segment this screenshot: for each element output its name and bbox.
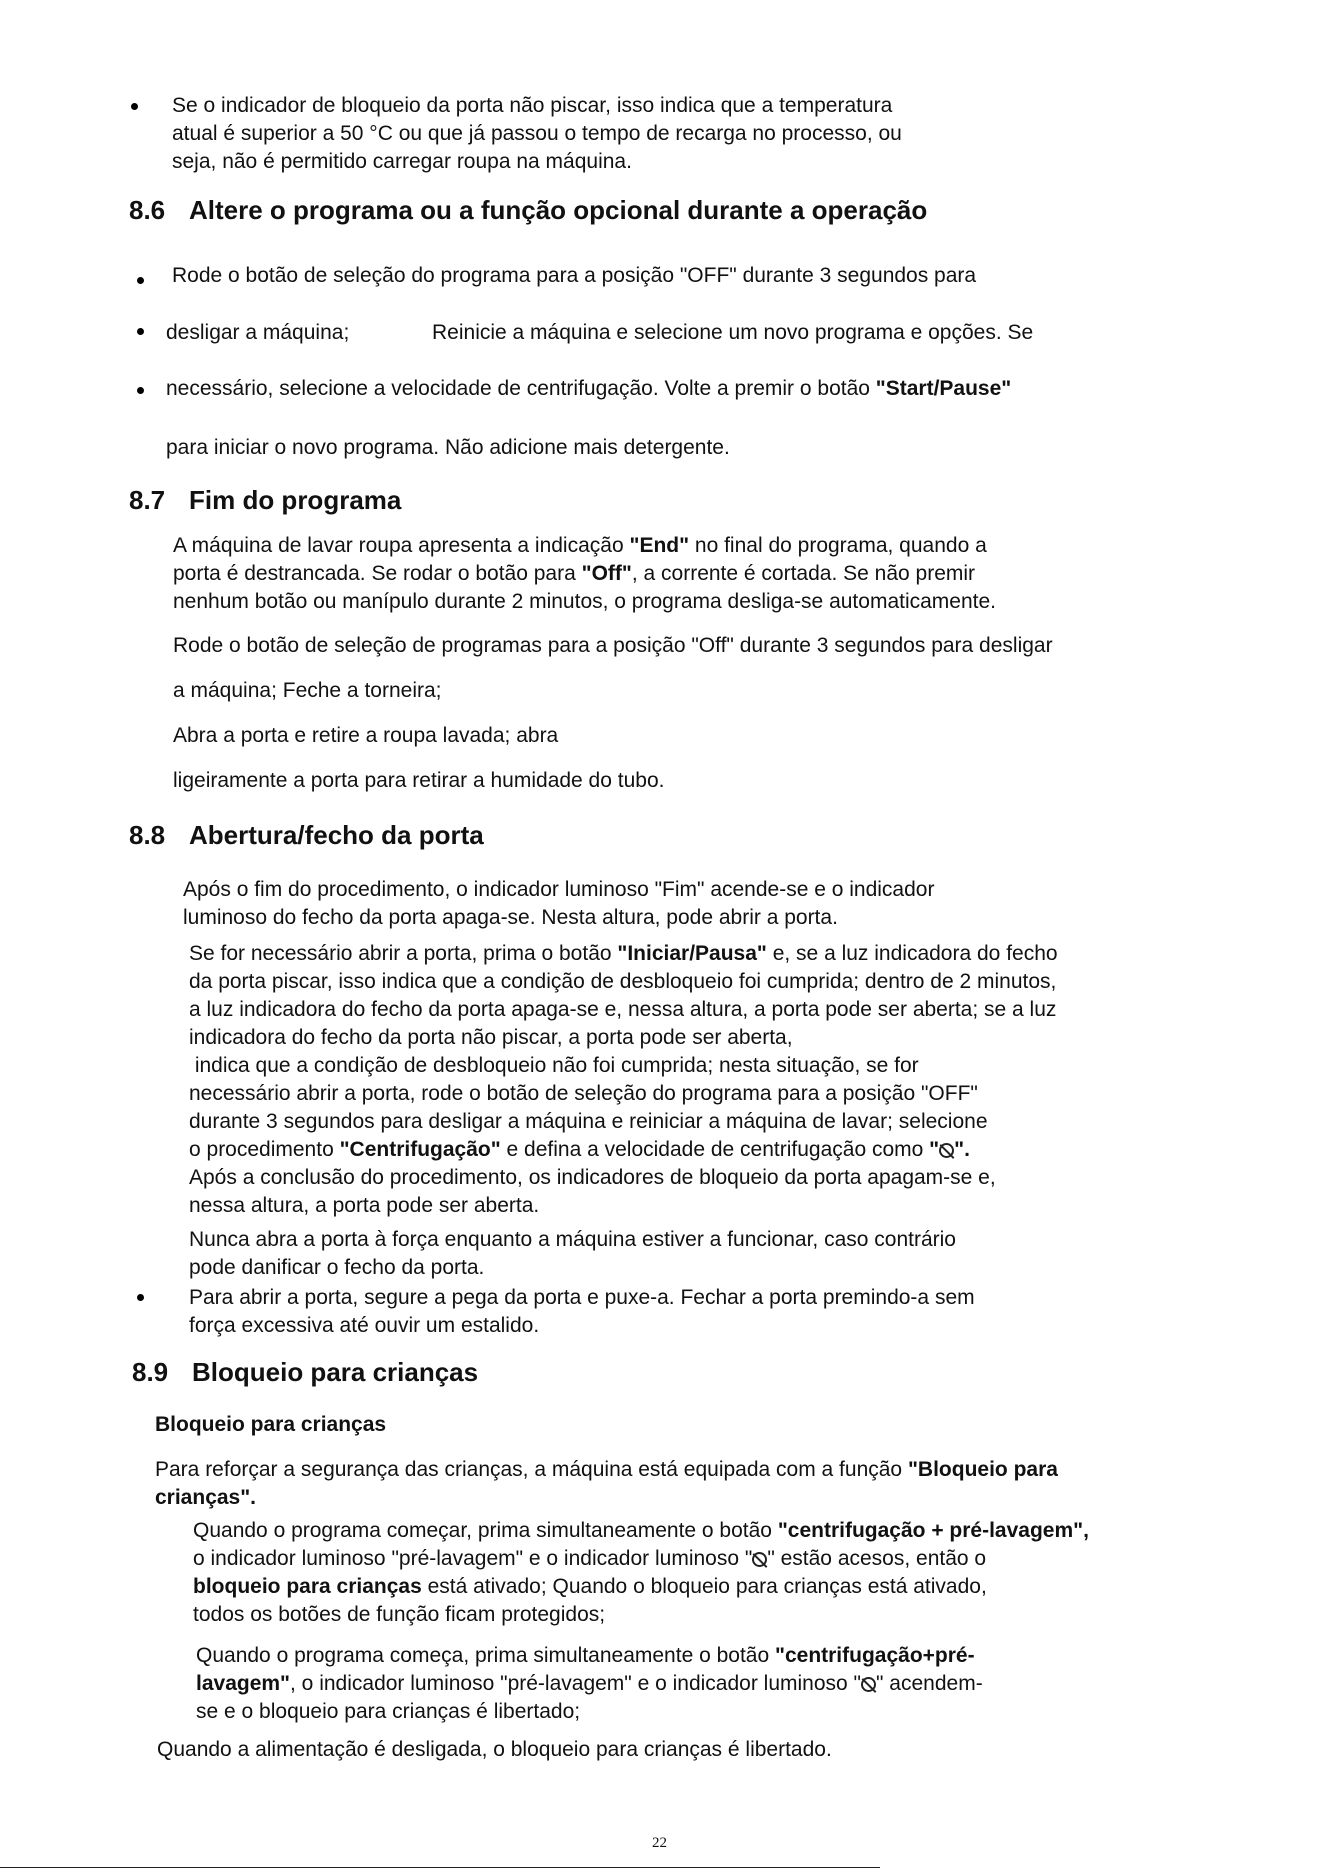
section-number: 8.6 [129, 195, 166, 225]
page-number: 22 [652, 1835, 667, 1851]
button-combo-label: "centrifugação + pré-lavagem", [777, 1519, 1089, 1542]
text-line [173, 532, 996, 560]
subheading-child-lock: Bloqueio para crianças [155, 1413, 387, 1436]
text-line [196, 1670, 983, 1698]
text-line: Abra a porta e retire a roupa lavada; abra [173, 724, 559, 747]
text-line: Nunca abra a porta à força enquanto a máquina estiver a funcionar, caso contrário [189, 1228, 956, 1251]
quote-mark: ". [954, 1138, 970, 1161]
text-line: se e o bloqueio para crianças é libertado; [196, 1700, 581, 1723]
text-line: força excessiva até ouvir um estalido. [189, 1314, 540, 1337]
paragraph-child-lock-release [196, 1642, 983, 1726]
off-label: "Off" [581, 562, 632, 585]
text-span: o procedimento [189, 1138, 340, 1161]
text-span: " acendem- [876, 1672, 983, 1695]
text-span: necessário, selecione a velocidade de centrifugação. Volte a premir o botão [166, 377, 876, 400]
text-line [173, 560, 996, 588]
paragraph-open-close-door [189, 1284, 975, 1340]
text-line [193, 1545, 1089, 1573]
text-line [189, 1136, 1058, 1164]
text-line [193, 1517, 1089, 1545]
paragraph-end-program [173, 532, 996, 616]
section-title: Fim do programa [189, 485, 402, 515]
bullet [137, 328, 144, 335]
text-span: " estão acesos, então o [767, 1547, 987, 1570]
text-line [155, 1456, 1058, 1484]
text-span: está ativado; Quando o bloqueio para crianças está ativado, [421, 1575, 987, 1598]
text-line: a máquina; Feche a torneira; [173, 679, 442, 702]
no-spin-icon [752, 1552, 767, 1567]
text-line: Rode o botão de seleção de programas para a posição "Off" durante 3 segundos para desligar [173, 634, 1053, 657]
paragraph-never-force-door [189, 1226, 956, 1282]
child-lock-label: bloqueio para crianças [193, 1575, 422, 1598]
section-heading-8-8 [129, 819, 484, 851]
text-span: o indicador luminoso "pré-lavagem" e o indicador luminoso " [193, 1547, 753, 1570]
text-line: para iniciar o novo programa. Não adicione mais detergente. [166, 436, 730, 459]
text-line: Quando a alimentação é desligada, o bloqueio para crianças é libertado. [157, 1738, 832, 1761]
section-number: 8.8 [129, 820, 166, 850]
paragraph-child-lock-activate [193, 1517, 1089, 1629]
text-span: Para reforçar a segurança das crianças, a máquina está equipada com a função [155, 1458, 908, 1481]
start-pause-label: "Start/Pause" [875, 377, 1012, 400]
text-line: Rode o botão de seleção do programa para a posição "OFF" durante 3 segundos para [172, 264, 977, 287]
text-line: Reinicie a máquina e selecione um novo programa e opções. Se [432, 321, 1034, 344]
bullet [131, 103, 138, 110]
text-line: durante 3 segundos para desligar a máquina e reiniciar a máquina de lavar; selecione [189, 1110, 988, 1133]
text-line: seja, não é permitido carregar roupa na máquina. [172, 150, 632, 173]
text-line [189, 940, 1058, 968]
section-heading-8-9 [132, 1356, 478, 1388]
text-line: Para abrir a porta, segure a pega da porta e puxe-a. Fechar a porta premindo-a sem [189, 1286, 975, 1309]
no-spin-icon [939, 1143, 954, 1158]
text-line: a luz indicadora do fecho da porta apaga-se e, nessa altura, a porta pode ser aberta; se a luz [189, 998, 1057, 1021]
text-line [166, 375, 1011, 403]
section-title: Abertura/fecho da porta [189, 820, 484, 850]
text-line: desligar a máquina; [166, 321, 350, 344]
bullet [137, 277, 144, 284]
text-line: Se o indicador de bloqueio da porta não piscar, isso indica que a temperatura [172, 94, 893, 117]
text-line [193, 1573, 1089, 1601]
start-pause-label: "Iniciar/Pausa" [617, 942, 767, 965]
text-line: da porta piscar, isso indica que a condição de desbloqueio foi cumprida; dentro de 2 minutos, [189, 970, 1057, 993]
text-span: e, se a luz indicadora do fecho [766, 942, 1058, 965]
text-line: Após a conclusão do procedimento, os indicadores de bloqueio da porta apagam-se e, [189, 1166, 996, 1189]
bullet [137, 1294, 144, 1301]
section-title: Bloqueio para crianças [192, 1357, 479, 1387]
text-line [155, 1484, 1058, 1512]
button-combo-label: "centrifugação+pré- [775, 1644, 975, 1667]
text-line: necessário abrir a porta, rode o botão de seleção do programa para a posição "OFF" [189, 1082, 978, 1105]
text-line: indica que a condição de desbloqueio não foi cumprida; nesta situação, se for [189, 1054, 919, 1077]
text-line: nenhum botão ou manípulo durante 2 minutos, o programa desliga-se automaticamente. [173, 590, 996, 613]
bullet [137, 387, 144, 394]
text-line: luminoso do fecho da porta apaga-se. Nesta altura, pode abrir a porta. [183, 906, 838, 929]
paragraph-child-lock-intro [155, 1456, 1058, 1512]
text-line: ligeiramente a porta para retirar a humidade do tubo. [173, 769, 665, 792]
text-span: A máquina de lavar roupa apresenta a indicação [173, 534, 630, 557]
text-span: Quando o programa começa, prima simultaneamente o botão [196, 1644, 775, 1667]
text-span: porta é destrancada. Se rodar o botão para [173, 562, 582, 585]
text-line: Após o fim do procedimento, o indicador luminoso "Fim" acende-se e o indicador [183, 878, 935, 901]
text-line: todos os botões de função ficam protegidos; [193, 1603, 606, 1626]
section-heading-8-6 [129, 194, 927, 226]
section-number: 8.7 [129, 485, 166, 515]
footer-rule [0, 1867, 880, 1868]
section-heading-8-7 [129, 484, 401, 516]
spin-label: "Centrifugação" [339, 1138, 501, 1161]
text-span: , a corrente é cortada. Se não premir [631, 562, 976, 585]
text-span: , o indicador luminoso "pré-lavagem" e o indicador luminoso " [290, 1672, 862, 1695]
child-lock-label: "Bloqueio para [907, 1458, 1058, 1481]
quote-mark: " [929, 1138, 940, 1161]
child-lock-label: crianças". [155, 1486, 257, 1509]
paragraph-door-open-during-operation [189, 940, 1058, 1220]
text-line: indicadora do fecho da porta não piscar, a porta pode ser aberta, [189, 1026, 793, 1049]
paragraph-door-open-after-end [183, 876, 934, 932]
text-span: Quando o programa começar, prima simultaneamente o botão [193, 1519, 778, 1542]
section-number: 8.9 [132, 1357, 169, 1387]
text-line: atual é superior a 50 °C ou que já passou o tempo de recarga no processo, ou [172, 122, 902, 145]
section-title: Altere o programa ou a função opcional durante a operação [189, 195, 928, 225]
text-line: pode danificar o fecho da porta. [189, 1256, 485, 1279]
text-span: Se for necessário abrir a porta, prima o botão [189, 942, 618, 965]
no-spin-icon [861, 1677, 876, 1692]
end-label: "End" [629, 534, 690, 557]
text-span: no final do programa, quando a [689, 534, 987, 557]
text-line: nessa altura, a porta pode ser aberta. [189, 1194, 540, 1217]
text-span: e defina a velocidade de centrifugação como [500, 1138, 930, 1161]
paragraph-door-lock-indicator [172, 92, 902, 176]
button-combo-label: lavagem" [196, 1672, 291, 1695]
text-line [196, 1642, 983, 1670]
